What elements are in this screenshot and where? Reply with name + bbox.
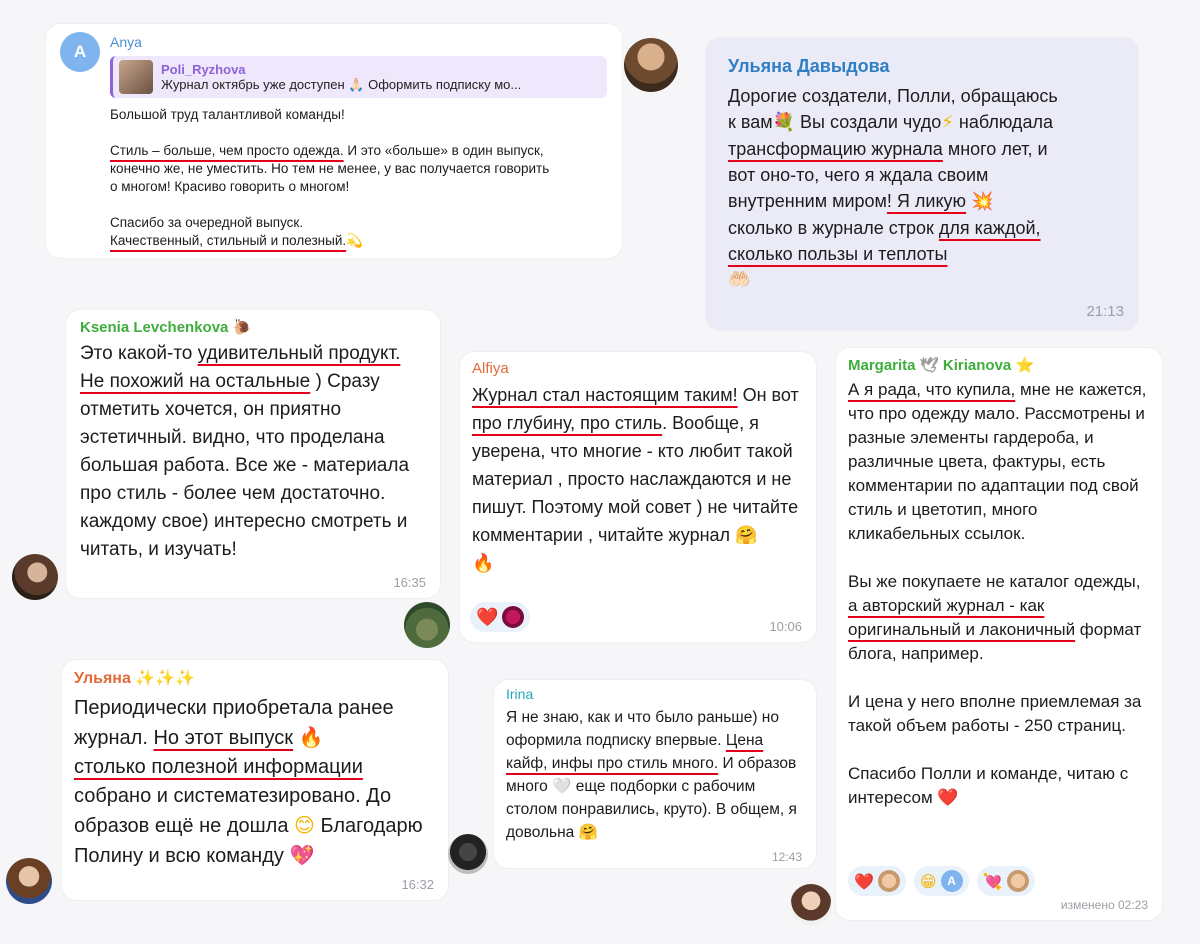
- heart-arrow-icon: 💘: [982, 871, 1003, 891]
- message-anya: [46, 24, 622, 258]
- collision-icon: 💥: [971, 191, 994, 212]
- hugging-face-icon: 🤗: [578, 823, 598, 841]
- reply-text: Журнал октябрь уже доступен 🙏🏻 Оформить подписку мо...: [161, 76, 522, 92]
- avatar-ksenia[interactable]: [12, 554, 58, 600]
- star-icon: ⭐: [1015, 356, 1035, 374]
- reaction-heart[interactable]: [470, 602, 530, 632]
- reactor-avatar: [1007, 870, 1029, 892]
- sender-name[interactable]: Ульяна ✨✨✨: [74, 670, 196, 687]
- grin-icon: 😁: [919, 871, 937, 891]
- reaction-heart[interactable]: [848, 866, 906, 896]
- sender-name[interactable]: Irina: [506, 686, 534, 702]
- reply-author: Poli_Ryzhova: [161, 61, 246, 77]
- message-text: Дорогие создатели, Полли, обращаюсь к вам💐 Вы создали чудо⚡ наблюдала трансформацию журнала много лет, и вот оно-то, чего я ждала своим внутренним миром! Я ликую 💥 сколько в журнале строк для каждой, сколько пользы и теплоты 🤲🏻: [728, 83, 1058, 293]
- reactions: [848, 866, 1035, 896]
- reactor-avatar: [502, 606, 524, 628]
- message-time: 21:13: [1086, 303, 1124, 320]
- sparkle-icon: 💫: [346, 233, 363, 249]
- message-time: изменено 02:23: [1060, 898, 1148, 912]
- hugging-face-icon: 🤗: [735, 525, 758, 546]
- palms-icon: 🤲🏻: [728, 269, 751, 290]
- message-text: Журнал стал настоящим таким! Он вот про глубину, про стиль. Вообще, я уверена, что многие - кто любит такой материал , просто наслаждаются и не пишут. Поэтому мой совет ) не читайте комментарии , читайте журнал 🤗 🔥: [472, 381, 808, 578]
- sender-name[interactable]: Alfiya: [472, 360, 509, 377]
- message-text: Большой труд талантливой команды! Стиль – больше, чем просто одежда. И это «больше» в один выпуск, конечно же, не уместить. Но тем не менее, у вас получается говорить о многом! Красиво говорить о многом! Спасибо за очередной выпуск. Качественный, стильный и полезный.💫: [110, 107, 550, 249]
- message-text: Я не знаю, как и что было раньше) но оформила подписку впервые. Цена кайф, инфы про стиль много. И образов много 🤍 еще подборки с рабочим столом понравились, круто). В общем, я довольна 🤗: [506, 709, 797, 841]
- avatar-alfiya[interactable]: [404, 602, 450, 648]
- message-alfiya: [460, 352, 816, 642]
- sender-name[interactable]: Ksenia Levchenkova 🐌: [80, 318, 252, 336]
- sender-name[interactable]: Anya: [110, 34, 142, 50]
- heart-icon: ❤️: [476, 606, 499, 628]
- snail-icon: 🐌: [232, 318, 252, 336]
- white-heart-icon: 🤍: [552, 777, 572, 795]
- reaction-grin[interactable]: [914, 866, 969, 896]
- reaction-heart-arrow[interactable]: [977, 866, 1035, 896]
- lightning-icon: ⚡: [941, 112, 954, 133]
- avatar-ulyana-davydova[interactable]: [624, 38, 678, 92]
- avatar-ulyana[interactable]: [6, 858, 52, 904]
- message-text: Это какой-то удивительный продукт. Не похожий на остальные ) Сразу отметить хочется, он приятно эстетичный. видно, что проделана большая работа. Все же - материала про стиль - более чем достаточно. каждому свое) интересно смотреть и читать, и изучать!: [80, 343, 410, 560]
- fire-icon: 🔥: [472, 553, 495, 574]
- smile-icon: 😊: [294, 813, 315, 837]
- message-ulyana: [62, 660, 448, 900]
- reply-quote[interactable]: [110, 56, 607, 98]
- heart-icon: ❤️: [937, 788, 959, 808]
- message-irina: [494, 680, 816, 868]
- avatar-irina[interactable]: [448, 834, 488, 874]
- message-margarita: [836, 348, 1162, 920]
- reply-thumbnail: [119, 60, 153, 94]
- message-text: А я рада, что купила, мне не кажется, что про одежду мало. Рассмотрены и разные элементы гардероба, и различные цвета, фактуры, есть комментарии по адаптации под свой стиль и цветотип, много кликабельных ссылок. Вы же покупаете не каталог одежды, а авторский журнал - как оригинальный и лаконичный формат блога, например. И цена у него вполне приемлемая за такой объем работы - 250 страниц. Спасибо Полли и команде, читаю с интересом ❤️: [848, 380, 1147, 808]
- heart-icon: ❤️: [854, 871, 874, 891]
- message-ksenia: [66, 310, 440, 598]
- avatar-margarita[interactable]: [790, 884, 832, 926]
- avatar-anya[interactable]: A: [60, 32, 100, 72]
- message-ulyana-davydova: [706, 38, 1138, 330]
- message-time: 16:35: [393, 575, 426, 590]
- reactor-avatar: A: [941, 870, 963, 892]
- sparkling-heart-icon: 💖: [289, 843, 315, 867]
- reactions: [470, 602, 530, 632]
- dove-icon: 🕊: [919, 356, 939, 374]
- message-time: 12:43: [771, 850, 802, 864]
- message-time: 16:32: [401, 877, 434, 892]
- message-time: 10:06: [769, 619, 802, 634]
- fire-icon: 🔥: [298, 725, 324, 749]
- message-text: Периодически приобретала ранее журнал. Но этот выпуск 🔥 столько полезной информации собрано и систематезировано. До образов ещё не дошла 😊 Благодарю Полину и всю команду 💖: [74, 697, 423, 867]
- bouquet-icon: 💐: [772, 112, 796, 133]
- sender-name[interactable]: Ульяна Давыдова: [728, 56, 890, 76]
- reactor-avatar: [878, 870, 900, 892]
- sender-name[interactable]: Margarita 🕊 Kirianova ⭐: [848, 356, 1035, 374]
